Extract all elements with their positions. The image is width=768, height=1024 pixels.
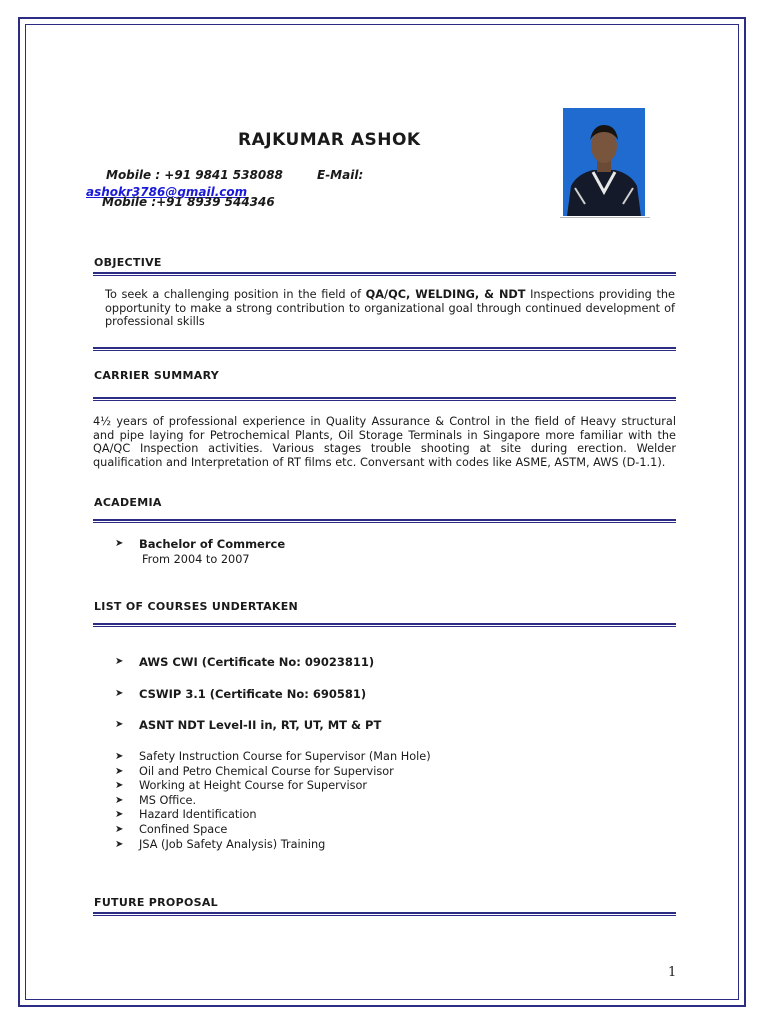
list-item — [115, 838, 431, 853]
email-link[interactable]: ashokr3786@gmail.com — [86, 185, 248, 199]
list-item — [115, 794, 431, 809]
list-item — [115, 808, 431, 823]
degree: Bachelor of Commerce — [139, 537, 286, 551]
training-label: Oil and Petro Chemical Course for Supervisor — [139, 764, 394, 778]
candidate-name: RAJKUMAR ASHOK — [238, 130, 421, 150]
training-label: Confined Space — [139, 822, 228, 836]
objective-rule — [93, 272, 676, 276]
mobile-primary: Mobile : +91 9841 538088 — [106, 168, 283, 182]
objective-bottom-rule — [93, 347, 676, 351]
page-number: 1 — [668, 965, 677, 980]
training-label: Hazard Identification — [139, 808, 257, 822]
training-label: Working at Height Course for Supervisor — [139, 779, 368, 793]
arrow-bullet-icon: ➤ — [115, 538, 124, 549]
list-item — [115, 687, 381, 718]
summary-heading: CARRIER SUMMARY — [94, 369, 220, 382]
degree-period: From 2004 to 2007 — [142, 553, 250, 566]
email-label: E-Mail: — [317, 168, 364, 182]
profile-photo-image — [563, 108, 645, 216]
arrow-bullet-icon: ➤ — [115, 823, 124, 835]
certification-label: AWS CWI (Certificate No: 09023811) — [139, 655, 375, 669]
photo-caption-line — [560, 217, 650, 218]
list-item — [115, 655, 381, 687]
list-item — [115, 765, 431, 780]
objective-heading: OBJECTIVE — [94, 256, 162, 269]
profile-photo — [563, 108, 645, 216]
objective-text — [105, 288, 675, 329]
mobile-secondary: Mobile :+91 8939 544346 — [102, 195, 275, 209]
list-item — [115, 750, 431, 765]
objective-text-highlight: QA/QC, WELDING, & NDT — [365, 288, 526, 301]
academia-heading: ACADEMIA — [94, 496, 162, 509]
arrow-bullet-icon: ➤ — [115, 794, 124, 806]
training-label: Safety Instruction Course for Supervisor (Man Hole) — [139, 750, 431, 763]
summary-rule — [93, 397, 676, 401]
academia-item — [115, 537, 285, 551]
list-item — [115, 718, 381, 732]
training-list — [115, 750, 431, 852]
arrow-bullet-icon: ➤ — [115, 656, 124, 667]
courses-rule — [93, 623, 676, 627]
training-label: MS Office. — [139, 793, 197, 807]
future-heading: FUTURE PROPOSAL — [94, 896, 218, 909]
courses-heading: LIST OF COURSES UNDERTAKEN — [94, 600, 299, 613]
arrow-bullet-icon: ➤ — [115, 719, 124, 730]
arrow-bullet-icon: ➤ — [115, 688, 124, 699]
list-item — [115, 823, 431, 838]
arrow-bullet-icon: ➤ — [115, 765, 124, 777]
arrow-bullet-icon: ➤ — [115, 809, 124, 821]
summary-text: 4½ years of professional experience in Quality Assurance & Control in the field of Heavy structural and pipe laying for Petrochemical Plants, Oil Storage Terminals in Singapore more familiar with the QA/QC Inspection activities. Various stages trouble shooting at site during erection. Welder qualification and Interpretation of RT films etc. Conversant with codes like ASME, ASTM, AWS (D-1.1). — [93, 415, 676, 469]
objective-text-start: To seek a challenging position in the field of — [105, 288, 366, 301]
arrow-bullet-icon: ➤ — [115, 838, 124, 850]
objective-text-end: Inspections providing the opportunity to make a strong contribution to organizational goal through continued development of professional skills — [105, 288, 675, 328]
certification-list — [115, 655, 381, 732]
training-label: JSA (Job Safety Analysis) Training — [139, 837, 326, 851]
arrow-bullet-icon: ➤ — [115, 780, 124, 792]
certification-label: ASNT NDT Level-II in, RT, UT, MT & PT — [139, 718, 382, 732]
list-item — [115, 779, 431, 794]
academia-rule — [93, 519, 676, 523]
certification-label: CSWIP 3.1 (Certificate No: 690581) — [139, 687, 367, 701]
future-rule — [93, 912, 676, 916]
arrow-bullet-icon: ➤ — [115, 751, 124, 762]
